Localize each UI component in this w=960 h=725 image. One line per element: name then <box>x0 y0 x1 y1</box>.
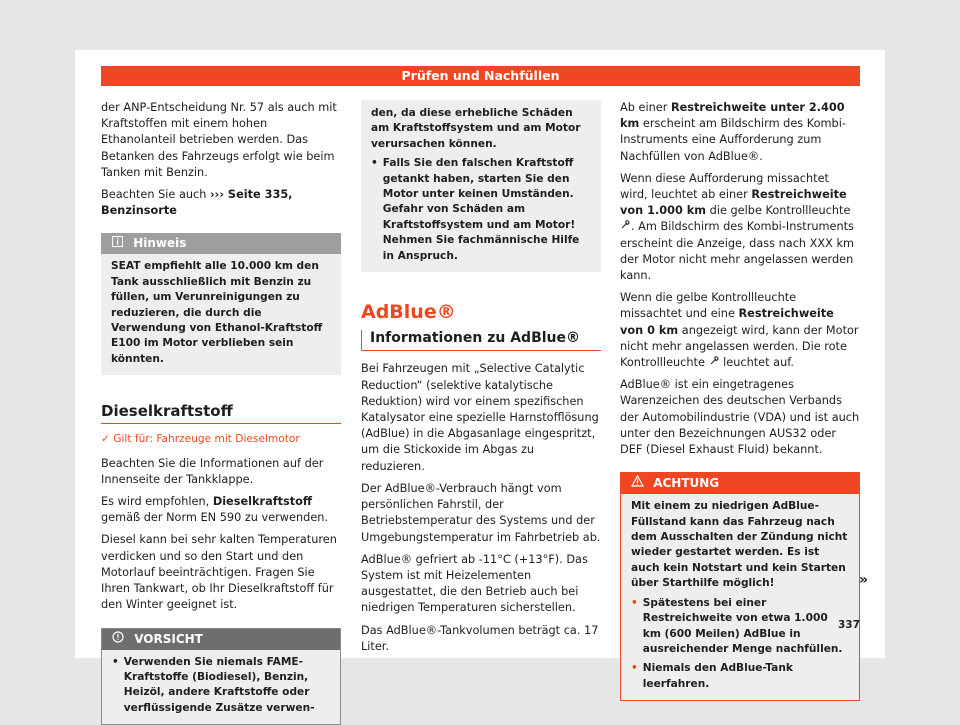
bold-text: Restreichweite unter 2.400 km <box>620 101 845 130</box>
applies-to <box>101 431 341 447</box>
paragraph-range-2400 <box>620 100 860 165</box>
column-right <box>620 100 860 701</box>
list-item <box>631 596 849 658</box>
warning-lamp-icon <box>709 355 720 371</box>
paragraph-crossref <box>101 187 341 219</box>
paragraph: Bei Fahrzeugen mit „Selective Catalytic Reduction“ (selektive katalytische Reduktion) wird vor einem spezifischen Katalysator eine spezielle Harnstofflösung (AdBlue) in die Abgasanlage eingespritzt, um die Stickoxide im Abgas zu reduzieren. <box>361 361 601 474</box>
text: Ab einer <box>620 101 667 114</box>
hinweis-box <box>101 233 341 375</box>
column-left <box>101 100 341 725</box>
text: die gelbe Kontrollleuchte <box>710 204 851 217</box>
hinweis-title: Hinweis <box>133 236 186 250</box>
paragraph: Der AdBlue®-Verbrauch hängt vom persönlichen Fahrstil, der Betriebstemperatur des Systems und der Umgebungstemperatur im Fahrbetrieb ab. <box>361 481 601 546</box>
achtung-box <box>620 472 860 701</box>
hinweis-text: SEAT empfiehlt alle 10.000 km den Tank ausschließlich mit Benzin zu füllen, um Verunreinigungen zu reduzieren, die durch die Verwendung von Ethanol-Kraftstoff E100 im Motor verblieben sein könnten. <box>101 254 341 375</box>
text: Wenn diese Aufforderung missachtet wird, leuchtet ab einer <box>620 172 829 201</box>
paragraph-range-0 <box>620 290 860 371</box>
list-item-text: Verwenden Sie niemals FAME-Kraftstoffe (Biodiesel), Benzin, Heizöl, andere Kraftstoffe oder verflüssigende Zusätze verwen- <box>124 655 330 717</box>
vorsicht-body <box>102 650 340 725</box>
text: angezeigt wird, kann der Motor nicht mehr angelassen werden. Die rote Kontrollleuchte <box>620 324 859 369</box>
page-number: 337 <box>838 619 860 631</box>
paragraph: Das AdBlue®-Tankvolumen beträgt ca. 17 Liter. <box>361 623 601 655</box>
achtung-title: ACHTUNG <box>653 476 719 490</box>
applies-text: Gilt für: Fahrzeuge mit Dieselmotor <box>113 433 299 445</box>
paragraph: AdBlue® gefriert ab -11°C (+13°F). Das System ist mit Heizelementen ausgestattet, die den Betrieb auch bei niedrigen Temperaturen sicherstellen. <box>361 552 601 617</box>
page-header-title: Prüfen und Nachfüllen <box>101 66 860 86</box>
section-title: Dieselkraftstoff <box>101 403 341 424</box>
continued-arrow-icon: » <box>859 572 868 588</box>
crossref-link[interactable]: ››› Seite 335, Benzinsorte <box>101 188 292 217</box>
bold-text: Dieselkraftstoff <box>213 495 312 508</box>
vorsicht-box <box>101 628 341 725</box>
hinweis-header <box>101 233 341 254</box>
bullet-icon: • <box>371 156 378 264</box>
paragraph-range-1000 <box>620 171 860 284</box>
text: Es wird empfohlen, <box>101 495 209 508</box>
paragraph: Diesel kann bei sehr kalten Temperaturen verdicken und so den Start und den Motorlauf beeinträchtigen. Fragen Sie Ihren Tankwart, ob Ihr Dieselkraftstoff für den Winter geeignet ist. <box>101 532 341 613</box>
text: leuchtet auf. <box>723 356 794 369</box>
list-item <box>112 655 330 717</box>
text: . Am Bildschirm des Kombi-Instruments erscheint die Anzeige, dass nach XXX km der Motor nicht mehr angelassen werden kann. <box>620 220 854 282</box>
crossref-prefix: Beachten Sie auch <box>101 188 206 201</box>
section-dieselkraftstoff <box>101 403 341 447</box>
warning-circle-icon <box>112 629 124 650</box>
warning-lamp-icon <box>620 219 631 235</box>
section-title: Informationen zu AdBlue® <box>361 330 601 351</box>
vorsicht-continued-box <box>361 100 601 272</box>
achtung-header <box>621 473 859 494</box>
bullet-icon: • <box>631 596 638 658</box>
bullet-icon: • <box>631 661 638 692</box>
info-icon <box>111 233 123 254</box>
paragraph: Beachten Sie die Informationen auf der Innenseite der Tankklappe. <box>101 456 341 488</box>
vorsicht-header <box>102 629 340 650</box>
bold-text: Restreichweite von 0 km <box>620 307 834 336</box>
text: erscheint am Bildschirm des Kombi-Instruments eine Aufforderung zum Nachfüllen von AdBlue®. <box>620 117 846 162</box>
paragraph-recommendation <box>101 494 341 526</box>
chapter-title: AdBlue® <box>361 304 601 320</box>
achtung-text: Mit einem zu niedrigen AdBlue-Füllstand kann das Fahrzeug nach dem Ausschalten der Zündung nicht wieder gestartet werden. Es ist auch kein Notstart und kein Starten über Starthilfe möglich! <box>631 499 849 591</box>
list-item-text: Falls Sie den falschen Kraftstoff getankt haben, starten Sie den Motor unter keinen Umständen. Gefahr von Schäden am Kraftstoffsystem und am Motor! Nehmen Sie fachmännische Hilfe in Anspruch. <box>383 156 591 264</box>
check-icon: ✓ <box>101 433 110 445</box>
paragraph: der ANP-Entscheidung Nr. 57 als auch mit Kraftstoffen mit einem hohen Ethanolanteil betrieben werden. Das Betanken des Fahrzeugs erfolgt wie beim Tanken mit Benzin. <box>101 100 341 181</box>
list-item <box>371 156 591 264</box>
warning-triangle-icon <box>631 473 643 494</box>
text: gemäß der Norm EN 590 zu verwenden. <box>101 511 328 524</box>
paragraph: AdBlue® ist ein eingetragenes Warenzeichen des deutschen Verbands der Automobilindustrie (VDA) und ist auch unter den Bezeichnungen AUS32 oder DEF (Diesel Exhaust Fluid) bekannt. <box>620 377 860 458</box>
list-item-text: Niemals den AdBlue-Tank leerfahren. <box>643 661 849 692</box>
vorsicht-title: VORSICHT <box>134 632 203 646</box>
list-item-text: Spätestens bei einer Restreichweite von etwa 1.000 km (600 Meilen) AdBlue in ausreichender Menge nachfüllen. <box>643 596 849 658</box>
bullet-icon: • <box>112 655 119 717</box>
text: Wenn die gelbe Kontrollleuchte missachtet und eine <box>620 291 796 320</box>
achtung-body <box>621 494 859 700</box>
vorsicht-continued-text: den, da diese erhebliche Schäden am Kraftstoffsystem und am Motor verursachen können. <box>371 106 591 152</box>
column-middle <box>361 100 601 661</box>
list-item <box>631 661 849 692</box>
bold-text: Restreichweite von 1.000 km <box>620 188 847 217</box>
